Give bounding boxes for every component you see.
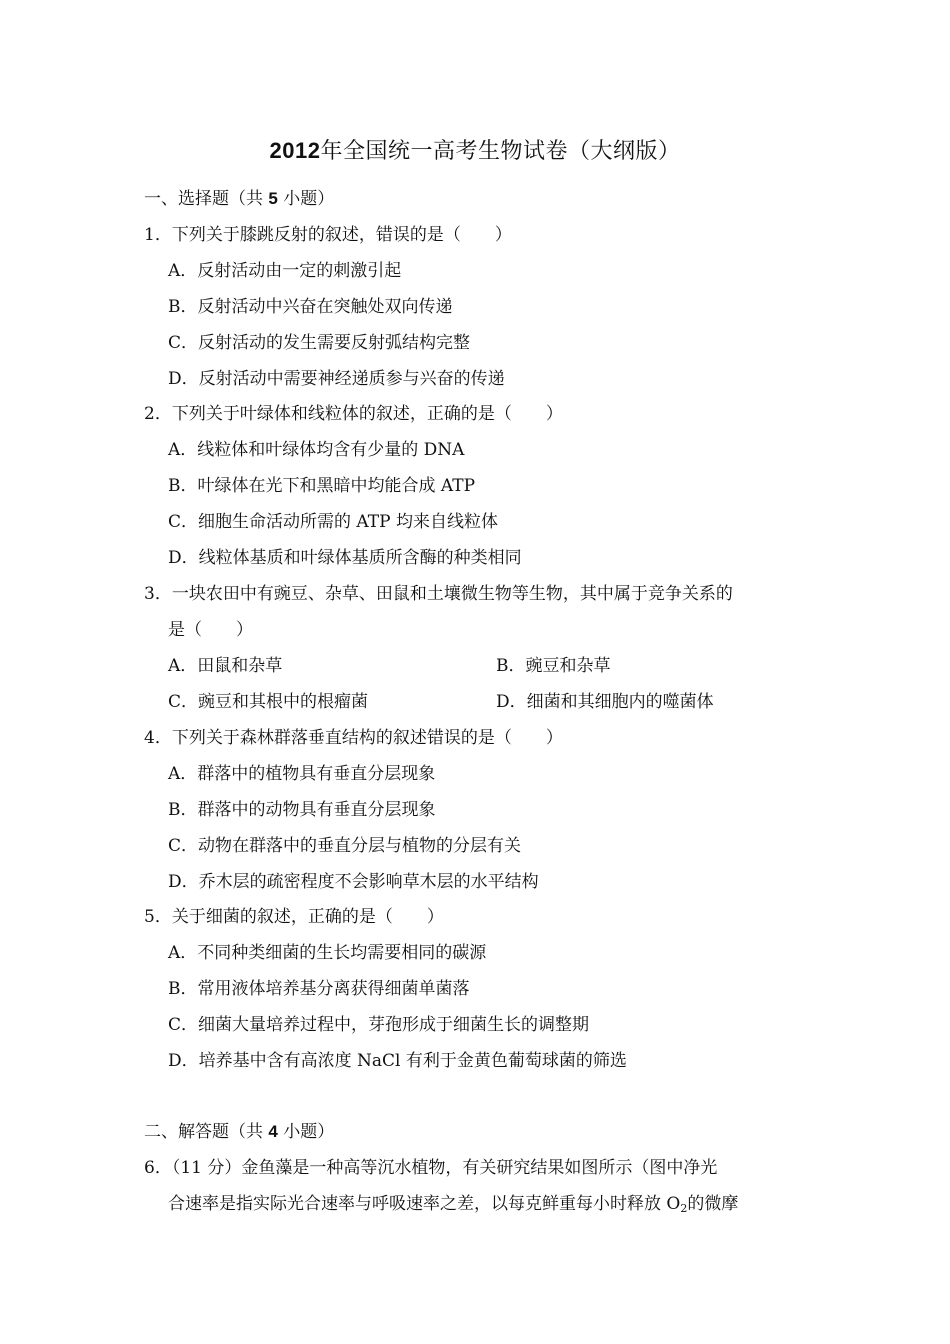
question-4-option-d: D．乔木层的疏密程度不会影响草木层的水平结构 [168,872,539,892]
section-heading-prefix: 二、解答题（共 [144,1122,269,1142]
question-1-option-a: A．反射活动由一定的刺激引起 [168,261,402,281]
question-4-option-c: C．动物在群落中的垂直分层与植物的分层有关 [168,836,522,856]
question-3-option-d: D．细菌和其细胞内的噬菌体 [496,692,714,712]
question-5-option-d: D．培养基中含有高浓度 NaCl 有利于金黄色葡萄球菌的筛选 [168,1051,627,1071]
question-6-line-2 [168,1192,738,1221]
section-heading-prefix: 一、选择题（共 [144,189,269,209]
question-2-stem: 2．下列关于叶绿体和线粒体的叙述，正确的是（ ） [144,404,563,424]
question-6-line-2-text: 合速率是指实际光合速率与呼吸速率之差，以每克鲜重每小时释放 O [168,1194,681,1214]
question-1-stem: 1．下列关于膝跳反射的叙述，错误的是（ ） [144,225,512,245]
question-2-option-b: B．叶绿体在光下和黑暗中均能合成 ATP [168,476,476,496]
question-5-option-c: C．细菌大量培养过程中，芽孢形成于细菌生长的调整期 [168,1015,590,1035]
section-heading-count: 5 [268,189,278,208]
question-2-option-d: D．线粒体基质和叶绿体基质所含酶的种类相同 [168,548,522,568]
question-6-line-2-end: 的微摩 [687,1194,739,1214]
title-text: 年全国统一高考生物试卷（大纲版） [320,139,681,164]
question-6-line-1: 6．（11 分）金鱼藻是一种高等沉水植物，有关研究结果如图所示（图中净光 [144,1158,718,1178]
question-2-option-a: A．线粒体和叶绿体均含有少量的 DNA [168,440,465,460]
question-4-stem: 4．下列关于森林群落垂直结构的叙述错误的是（ ） [144,728,563,748]
question-1-option-b: B．反射活动中兴奋在突触处双向传递 [168,297,453,317]
question-4-option-b: B．群落中的动物具有垂直分层现象 [168,800,436,820]
page-title [0,134,950,165]
question-5-stem: 5．关于细菌的叙述，正确的是（ ） [144,907,444,927]
section-heading-suffix: 小题） [277,1122,335,1142]
title-year: 2012 [269,138,321,163]
question-3-option-a: A．田鼠和杂草 [168,656,283,676]
question-5-option-b: B．常用液体培养基分离获得细菌单菌落 [168,979,470,999]
section-heading-answer [144,1120,334,1144]
section-heading-choice [144,187,334,211]
question-3-stem-continued: 是（ ） [168,620,253,640]
question-1-option-d: D．反射活动中需要神经递质参与兴奋的传递 [168,369,505,389]
section-heading-suffix: 小题） [277,189,335,209]
question-3-stem: 3．一块农田中有豌豆、杂草、田鼠和土壤微生物等生物，其中属于竞争关系的 [144,584,733,604]
question-3-option-c: C．豌豆和其根中的根瘤菌 [168,692,369,712]
question-5-option-a: A．不同种类细菌的生长均需要相同的碳源 [168,943,487,963]
subscript-2: 2 [680,1202,688,1215]
question-1-option-c: C．反射活动的发生需要反射弧结构完整 [168,333,471,353]
question-2-option-c: C．细胞生命活动所需的 ATP 均来自线粒体 [168,512,498,532]
question-3-option-b: B．豌豆和杂草 [496,656,611,676]
section-heading-count: 4 [268,1122,278,1141]
question-4-option-a: A．群落中的植物具有垂直分层现象 [168,764,436,784]
